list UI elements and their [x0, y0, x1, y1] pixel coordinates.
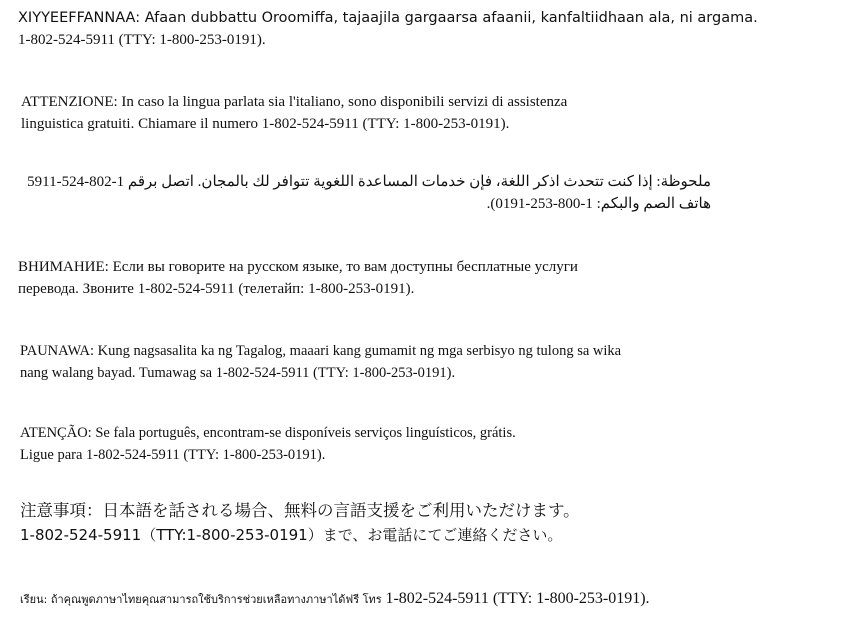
notice-tagalog	[20, 340, 621, 384]
notice-russian-line1: ВНИМАНИЕ: Если вы говорите на русском языке, то вам доступны бесплатные услуги	[18, 259, 578, 275]
notice-portuguese-line1: ATENÇÃO: Se fala português, encontram-se disponíveis serviços linguísticos, grátis.	[20, 425, 516, 441]
notice-tagalog-line1: PAUNAWA: Kung nagsasalita ka ng Tagalog, maaari kang gumamit ng mga serbisyo ng tulong sa wika	[20, 343, 622, 359]
notice-oromo	[18, 7, 758, 51]
notice-japanese	[20, 499, 580, 547]
notice-oromo-line1: XIYYEEFFANNAA: Afaan dubbattu Oroomiffa, tajaajila gargaarsa afaanii, kanfaltiidhaan ala, ni argama.	[18, 10, 758, 26]
notice-japanese-line2: 1-802-524-5911（TTY:1-800-253-0191）まで、お電話にてご連絡ください。	[20, 526, 563, 544]
notice-italian-line1: ATTENZIONE: In caso la lingua parlata sia l'italiano, sono disponibili servizi di assistenza	[21, 94, 568, 110]
notice-thai	[20, 588, 650, 611]
notice-japanese-line1: 注意事項：日本語を話される場合、無料の言語支援をご利用いただけます。	[20, 501, 580, 520]
notice-italian	[21, 91, 567, 135]
notice-portuguese-line2: Ligue para 1-802-524-5911 (TTY: 1-800-253-0191).	[20, 447, 326, 463]
notice-tagalog-line2: nang walang bayad. Tumawag sa 1-802-524-5911 (TTY: 1-800-253-0191).	[20, 365, 456, 381]
notice-russian	[18, 256, 578, 300]
notice-italian-line2: linguistica gratuiti. Chiamare il numero 1-802-524-5911 (TTY: 1-800-253-0191).	[21, 116, 510, 132]
notice-thai-numbers: 1-802-524-5911 (TTY: 1-800-253-0191).	[385, 590, 650, 607]
notice-russian-line2: перевода. Звоните 1-802-524-5911 (телетайп: 1-800-253-0191).	[18, 281, 415, 297]
notice-oromo-line2: 1-802-524-5911 (TTY: 1-800-253-0191).	[18, 32, 266, 48]
notice-portuguese	[20, 422, 516, 466]
notice-arabic	[18, 171, 711, 215]
notice-arabic-line1: ملحوظة: إذا كنت تتحدث اذكر اللغة، فإن خدمات المساعدة اللغوية تتوافر لك بالمجان. اتصل برقم 1-802-524-5911	[27, 174, 711, 190]
notice-arabic-line2: هاتف الصم والبكم: 1-800-253-0191).	[486, 196, 711, 212]
notice-thai-label: เรียน: ถ้าคุณพูดภาษาไทยคุณสามารถใช้บริการช่วยเหลือทางภาษาได้ฟรี โทร	[20, 593, 382, 606]
